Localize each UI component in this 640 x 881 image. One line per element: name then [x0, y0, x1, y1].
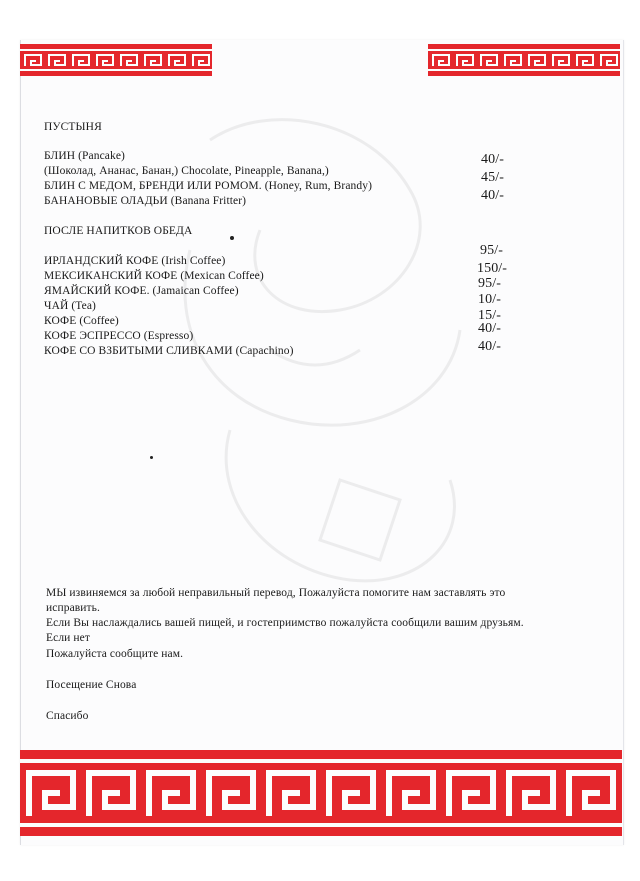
menu-item-pancake-fillings: (Шоколад, Ананас, Банан,) Chocolate, Pineapple, Banana,) — [44, 165, 329, 177]
ink-speck — [230, 236, 234, 240]
menu-item-pancake: БЛИН (Pancake) — [44, 150, 125, 162]
menu-item-jamaican-coffee: ЯМАЙСКИЙ КОФЕ. (Jamaican Coffee) — [44, 285, 239, 297]
menu-item-banana-fritter: БАНАНОВЫЕ ОЛАДЬИ (Banana Fritter) — [44, 195, 247, 207]
price-mexican-coffee: 150/- — [477, 261, 508, 276]
menu-item-coffee: КОФЕ (Coffee) — [44, 315, 119, 327]
price-pancake: 40/- — [481, 152, 504, 167]
notice-line-2: исправить. — [46, 602, 100, 614]
top-right-border-pattern — [428, 44, 620, 76]
price-espresso: 40/- — [478, 321, 501, 336]
dessert-heading: ПУСТЫНЯ — [44, 121, 102, 133]
menu-item-pancake-honey-rum-brandy: БЛИН С МЕДОМ, БРЕНДИ ИЛИ РОМОМ. (Honey, Rum, Brandy) — [44, 180, 372, 192]
notice-line-5: Пожалуйста сообщите нам. — [46, 648, 184, 660]
thanks-text: Спасибо — [46, 710, 89, 722]
drinks-heading: ПОСЛЕ НАПИТКОВ ОБЕДА — [44, 225, 193, 237]
menu-item-irish-coffee: ИРЛАНДСКИЙ КОФЕ (Irish Coffee) — [44, 255, 226, 267]
price-pancake-fillings: 45/- — [481, 170, 504, 185]
notice-line-4: Если нет — [46, 632, 90, 644]
top-left-border-pattern — [20, 44, 212, 76]
notice-line-1: МЫ извиняемся за любой неправильный перевод, Пожалуйста помогите нам заставлять это — [46, 587, 506, 599]
dragon-watermark-image — [150, 100, 480, 620]
visit-again-text: Посещение Снова — [46, 679, 137, 691]
ink-speck — [150, 456, 153, 459]
price-jamaican-coffee: 95/- — [478, 276, 501, 291]
notice-line-3: Если Вы наслаждались вашей пищей, и гостеприимство пожалуйста сообщили вашим друзьям. — [46, 617, 524, 629]
menu-item-cappuccino: КОФЕ СО ВЗБИТЫМИ СЛИВКАМИ (Capachino) — [44, 345, 294, 357]
menu-item-espresso: КОФЕ ЭСПРЕССО (Espresso) — [44, 330, 194, 342]
bottom-border-pattern — [20, 750, 622, 836]
menu-item-tea: ЧАЙ (Tea) — [44, 300, 96, 312]
price-pancake-honey-rum-brandy: 40/- — [481, 188, 504, 203]
menu-item-mexican-coffee: МЕКСИКАНСКИЙ КОФЕ (Mexican Coffee) — [44, 270, 264, 282]
price-tea: 10/- — [478, 292, 501, 307]
price-irish-coffee: 95/- — [480, 243, 503, 258]
price-coffee: 15/- — [478, 308, 501, 323]
price-cappuccino: 40/- — [478, 339, 501, 354]
